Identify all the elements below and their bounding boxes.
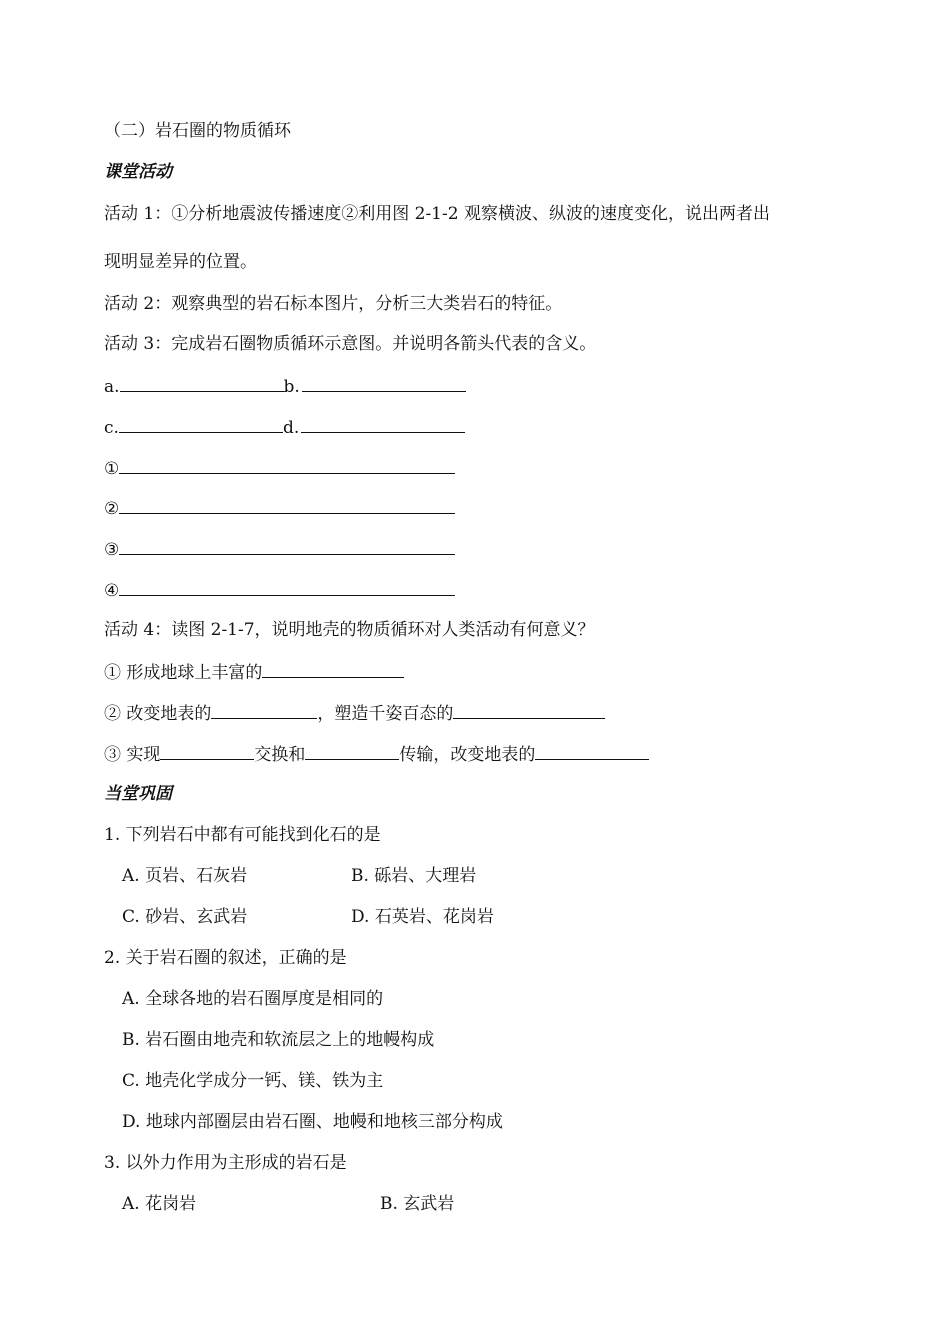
blank-sig3-c[interactable] [535,741,649,760]
question-2-option-a[interactable]: A. 全球各地的岩石圈厚度是相同的 [122,989,384,1009]
question-2-option-d[interactable]: D. 地球内部圈层由岩石圈、地幔和地核三部分构成 [122,1112,503,1132]
class-activity-heading: 课堂活动 [104,162,172,182]
numbered-blank-4 [104,577,455,603]
blank-label-d: d. [282,418,300,438]
activity-4: 活动 4：读图 2-1-7，说明地壳的物质循环对人类活动有何意义？ [104,620,595,640]
blank-3[interactable] [119,536,455,555]
blank-b[interactable] [302,373,466,392]
blank-d[interactable] [301,414,465,433]
question-1-option-a[interactable]: A. 页岩、石灰岩 [122,866,248,886]
numbered-label-1: ① [104,459,120,479]
activity-2: 活动 2：观察典型的岩石标本图片，分析三大类岩石的特征。 [104,294,563,314]
numbered-blank-1 [104,455,455,481]
significance-2-mid: ，塑造千姿百态的 [317,704,454,724]
significance-2 [104,700,605,726]
blank-label-c: c. [104,418,119,438]
question-1-options-row-2 [122,905,494,929]
numbered-label-3: ③ [104,540,120,560]
numbered-blank-3 [104,536,455,562]
numbered-label-2: ② [104,499,120,519]
blank-2[interactable] [119,495,455,514]
question-3-stem: 3. 以外力作用为主形成的岩石是 [104,1153,347,1173]
significance-3-text: ③ 实现 [104,745,161,765]
blank-a[interactable] [120,373,284,392]
question-1-option-b[interactable]: B. 砾岩、大理岩 [351,866,477,886]
activity-3: 活动 3：完成岩石圈物质循环示意图。并说明各箭头代表的含义。 [104,334,597,354]
blank-sig3-a[interactable] [160,741,254,760]
blank-sig3-b[interactable] [305,741,399,760]
significance-1-text: ① 形成地球上丰富的 [104,663,263,683]
question-3-option-b[interactable]: B. 玄武岩 [380,1194,455,1214]
blank-label-a: a. [104,377,120,397]
significance-1 [104,659,404,685]
consolidation-heading: 当堂巩固 [104,784,172,804]
question-1-options-row-1 [122,864,476,888]
blank-sig2-a[interactable] [211,700,317,719]
significance-3 [104,741,649,767]
question-2-option-c[interactable]: C. 地壳化学成分一钙、镁、铁为主 [122,1071,384,1091]
blank-1[interactable] [119,455,455,474]
question-3-option-a[interactable]: A. 花岗岩 [122,1194,197,1214]
question-3-options-row-1 [122,1192,454,1216]
numbered-label-4: ④ [104,581,120,601]
significance-3-mid1: 交换和 [254,745,306,765]
significance-2-text: ② 改变地表的 [104,704,212,724]
blank-4[interactable] [119,577,455,596]
question-2-stem: 2. 关于岩石圈的叙述，正确的是 [104,948,347,968]
blank-row-cd [104,414,465,440]
blank-label-b: b. [283,377,300,397]
blank-c[interactable] [119,414,283,433]
activity-1-line-2: 现明显差异的位置。 [104,252,257,272]
blank-row-ab [104,373,466,399]
activity-1-line-1: 活动 1：①分析地震波传播速度②利用图 2-1-2 观察横波、纵波的速度变化，说出两者出 [104,204,770,224]
section-title: （二）岩石圈的物质循环 [104,121,291,141]
significance-3-mid2: 传输，改变地表的 [399,745,536,765]
question-1-option-d[interactable]: D. 石英岩、花岗岩 [351,907,494,927]
blank-sig2-b[interactable] [453,700,605,719]
question-2-option-b[interactable]: B. 岩石圈由地壳和软流层之上的地幔构成 [122,1030,435,1050]
blank-sig1[interactable] [262,659,404,678]
question-1-stem: 1. 下列岩石中都有可能找到化石的是 [104,825,381,845]
numbered-blank-2 [104,495,455,521]
question-1-option-c[interactable]: C. 砂岩、玄武岩 [122,907,248,927]
